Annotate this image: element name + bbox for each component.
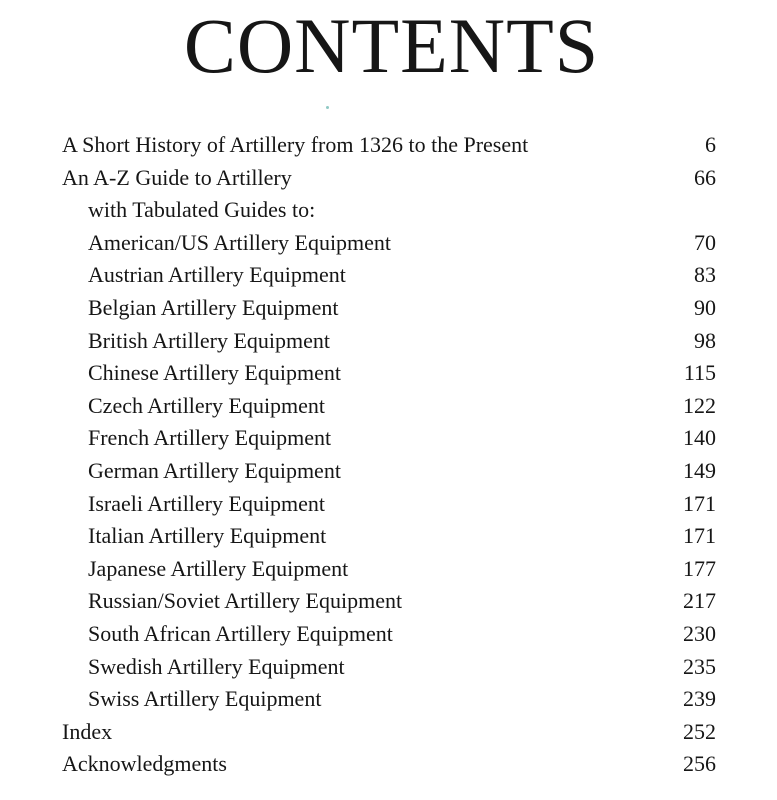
toc-entry-label: Swedish Artillery Equipment	[88, 653, 345, 679]
toc-entry-page-number: 6	[705, 132, 716, 157]
toc-entry-page-number: 217	[683, 588, 716, 614]
toc-entry	[0, 683, 777, 716]
toc-entry	[0, 748, 777, 781]
toc-entry	[0, 129, 777, 162]
toc-entry	[0, 194, 777, 227]
toc-entry	[0, 716, 777, 749]
toc-entry-label: Israeli Artillery Equipment	[88, 490, 326, 516]
toc-entry-label: South African Artillery Equipment	[88, 620, 393, 646]
toc-entry-label: Swiss Artillery Equipment	[88, 686, 322, 712]
toc-entry-page-number: 90	[694, 294, 716, 320]
toc-entry	[0, 390, 777, 423]
toc-entry-label: Acknowledgments	[62, 751, 227, 777]
toc-entry-label: An A-Z Guide to Artillery	[62, 164, 292, 190]
toc-entry-label: Chinese Artillery Equipment	[88, 360, 341, 386]
toc-entry-page-number: 122	[683, 392, 716, 418]
toc-entry-label: German Artillery Equipment	[88, 457, 341, 483]
toc-entry	[0, 585, 777, 618]
toc-entry	[0, 357, 777, 390]
toc-entry-page-number: 171	[683, 523, 716, 549]
toc-entry	[0, 162, 777, 195]
toc-entry-label: Austrian Artillery Equipment	[88, 262, 346, 288]
toc-entry	[0, 292, 777, 325]
toc-entry-label: American/US Artillery Equipment	[88, 229, 392, 255]
toc-entry-label: with Tabulated Guides to:	[88, 197, 316, 223]
print-speck	[326, 106, 329, 109]
toc-entry-page-number: 70	[694, 229, 716, 255]
toc-entry	[0, 618, 777, 651]
toc-entry-label: Index	[62, 718, 113, 744]
toc-entry	[0, 227, 777, 260]
toc-entry-label: British Artillery Equipment	[88, 327, 330, 353]
toc-entry-label: Japanese Artillery Equipment	[88, 555, 349, 581]
toc-entry-label: French Artillery Equipment	[88, 425, 332, 451]
toc-entry-page-number: 115	[683, 360, 716, 386]
toc-entry-page-number: 256	[683, 751, 716, 777]
table-of-contents	[0, 129, 777, 781]
toc-entry-page-number: 140	[683, 425, 716, 451]
page-title: CONTENTS	[183, 2, 600, 89]
toc-entry	[0, 259, 777, 292]
toc-entry-page-number: 83	[694, 262, 716, 288]
toc-entry-page-number: 66	[694, 164, 716, 190]
toc-entry	[0, 553, 777, 586]
toc-entry	[0, 325, 777, 358]
toc-entry-page-number: 252	[683, 718, 716, 744]
toc-entry	[0, 488, 777, 521]
toc-entry-label: A Short History of Artillery from 1326 to the Present	[62, 132, 529, 157]
toc-entry-page-number: 235	[683, 653, 716, 679]
toc-entry-label: Czech Artillery Equipment	[88, 392, 326, 418]
toc-entry	[0, 520, 777, 553]
toc-entry-page-number: 230	[683, 620, 716, 646]
toc-entry-label: Italian Artillery Equipment	[88, 523, 327, 549]
toc-entry-page-number: 177	[683, 555, 716, 581]
toc-entry-page-number: 239	[683, 686, 716, 712]
toc-entry-page-number: 171	[683, 490, 716, 516]
toc-entry-label: Russian/Soviet Artillery Equipment	[88, 588, 403, 614]
toc-entry	[0, 422, 777, 455]
toc-entry-page-number: 98	[694, 327, 716, 353]
toc-entry	[0, 651, 777, 684]
toc-entry-label: Belgian Artillery Equipment	[88, 294, 339, 320]
toc-entry	[0, 455, 777, 488]
toc-entry-page-number: 149	[683, 457, 716, 483]
